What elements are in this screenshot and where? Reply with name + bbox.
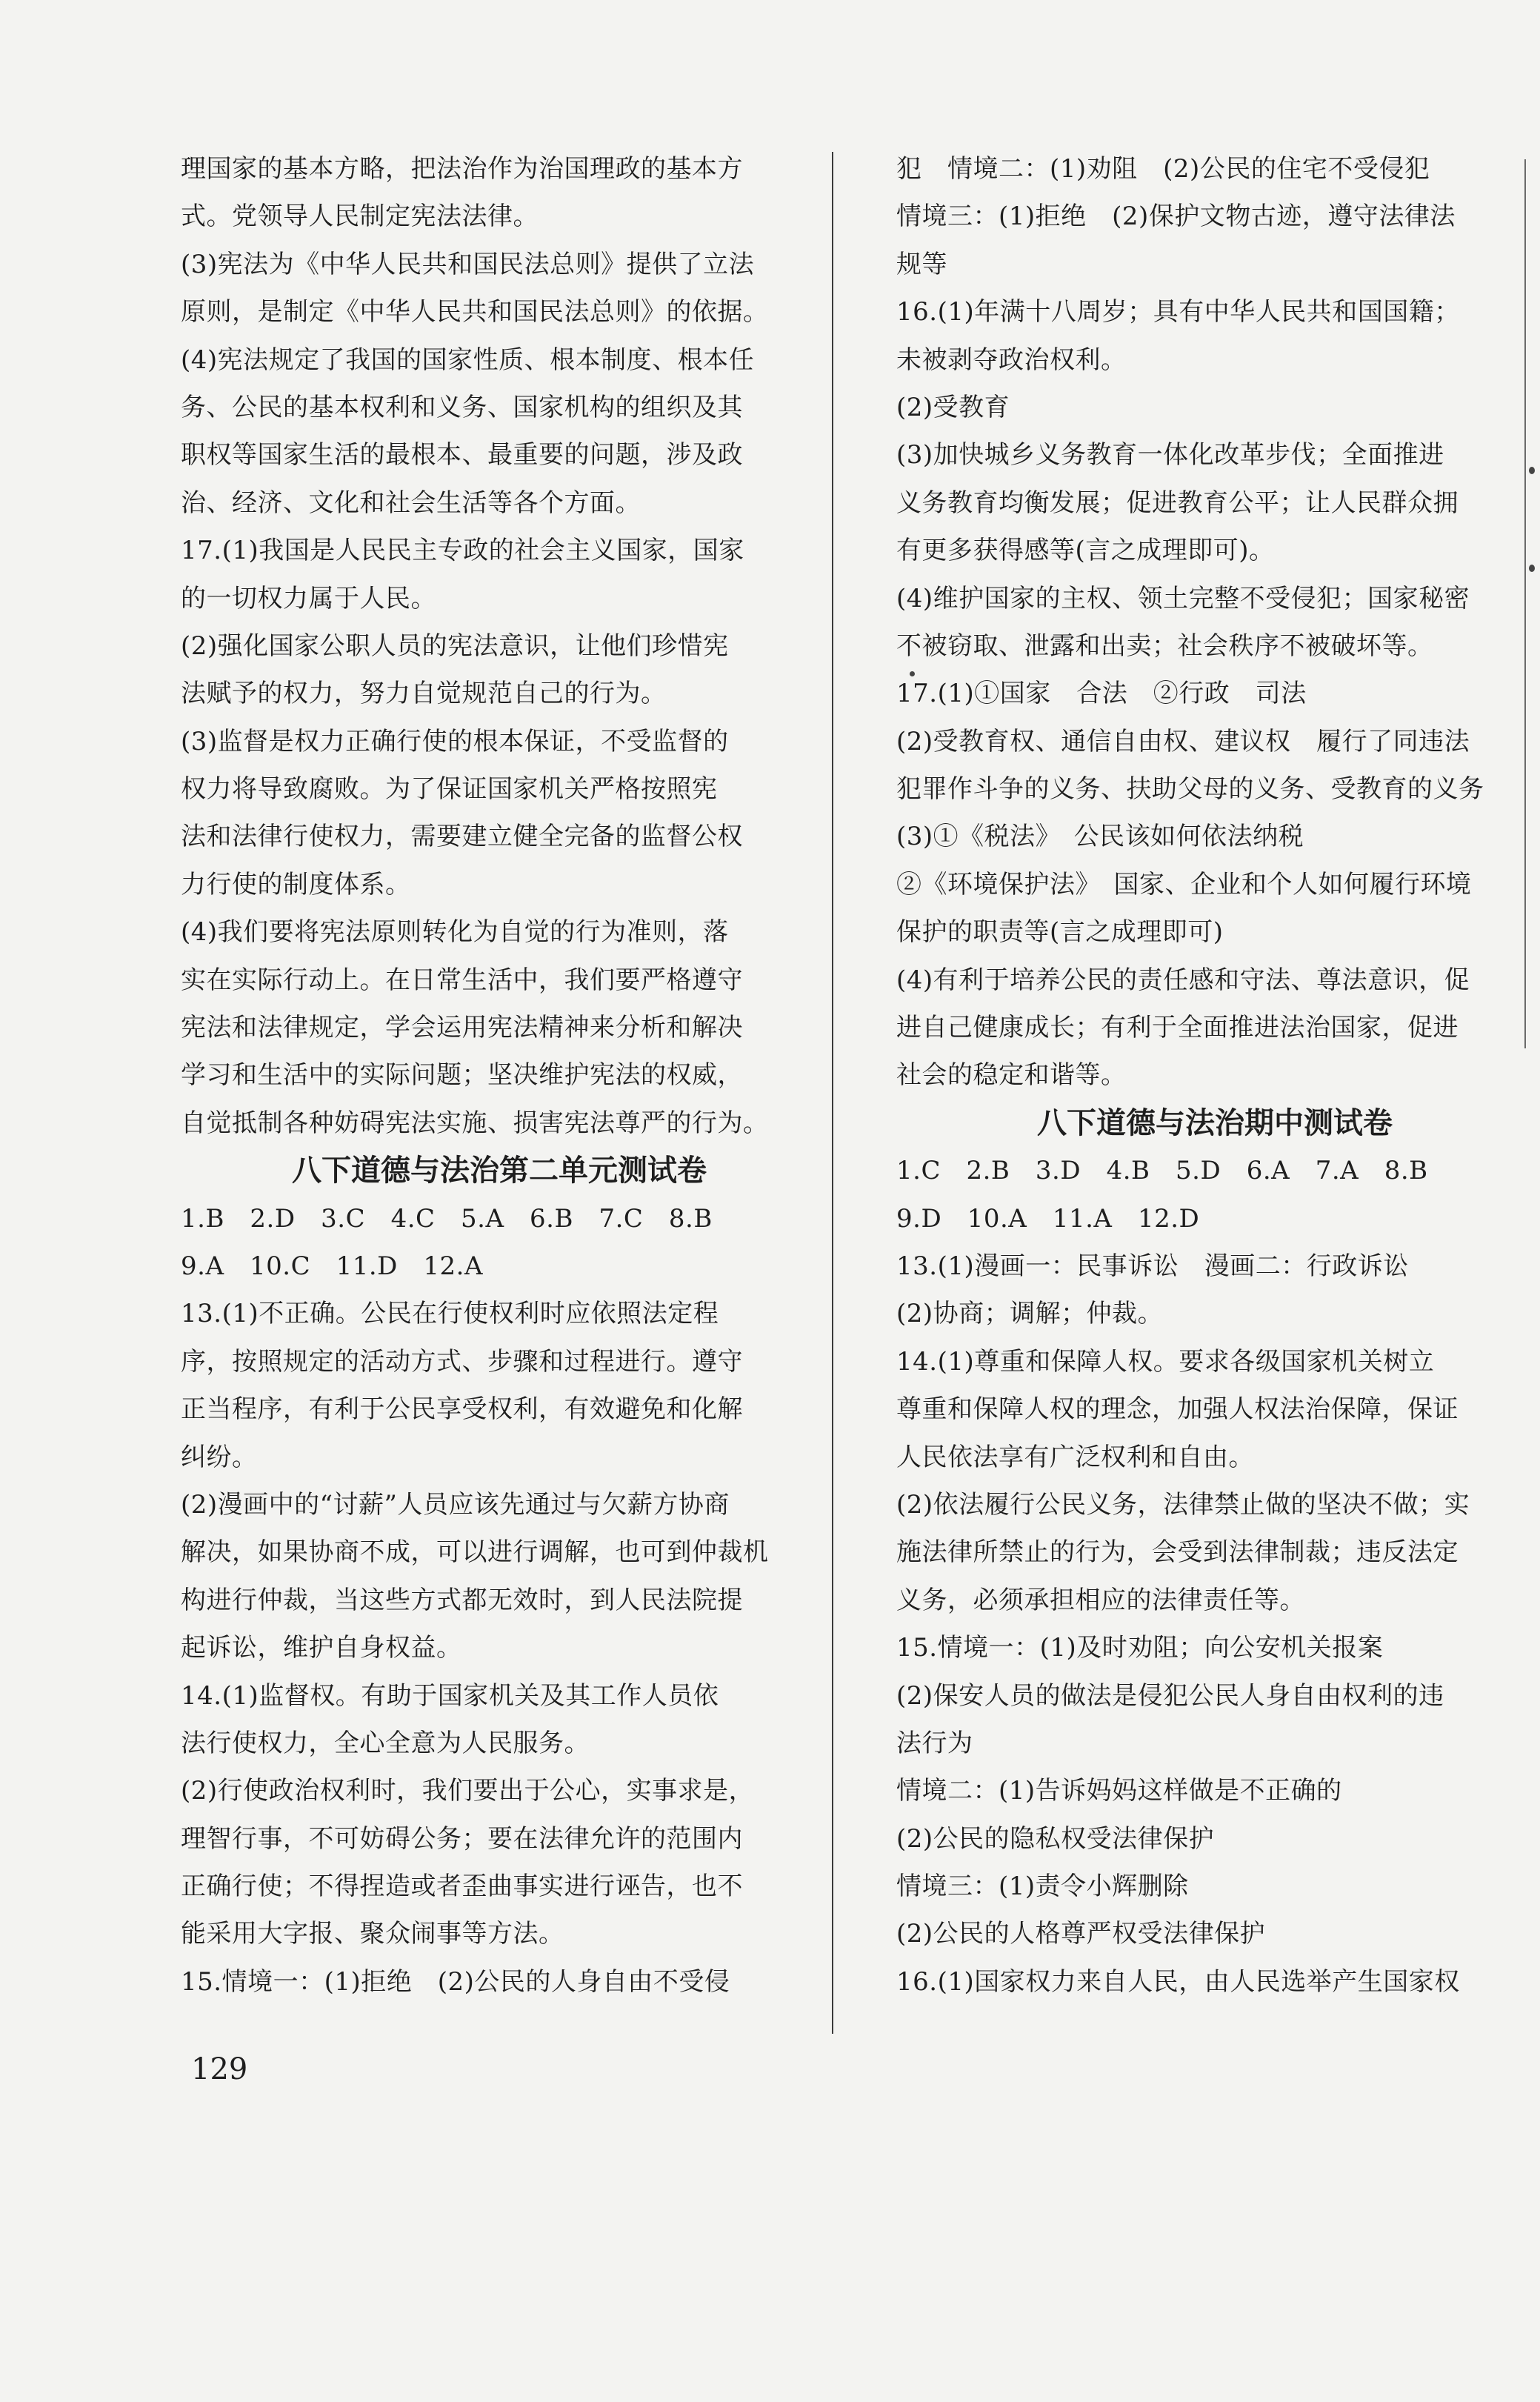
text-line: 职权等国家生活的最根本、最重要的问题，涉及政 — [181, 440, 743, 470]
text-line: (4)维护国家的主权、领土完整不受侵犯；国家秘密 — [896, 583, 1470, 613]
text-line: 务、公民的基本权利和义务、国家机构的组织及其 — [181, 392, 743, 422]
section-heading-midterm: 八下道德与法治期中测试卷 — [1037, 1105, 1393, 1140]
text-line: 17.(1)①国家 合法 ②行政 司法 — [896, 679, 1307, 709]
text-line: 15.情境一：(1)拒绝 (2)公民的人身自由不受侵 — [181, 1966, 730, 1997]
text-line: 序，按照规定的活动方式、步骤和过程进行。遵守 — [181, 1346, 743, 1377]
text-line: 学习和生活中的实际问题；坚决维护宪法的权威， — [181, 1060, 743, 1091]
text-line: 权力将导致腐败。为了保证国家机关严格按照宪 — [181, 774, 718, 805]
text-line: 1.C 2.B 3.D 4.B 5.D 6.A 7.A 8.B — [896, 1156, 1428, 1186]
text-line: (2)公民的隐私权受法律保护 — [896, 1823, 1215, 1854]
text-line: (2)受教育权、通信自由权、建议权 履行了同违法 — [896, 726, 1470, 756]
text-line: 法行为 — [896, 1728, 973, 1758]
text-line: (2)协商；调解；仲裁。 — [896, 1299, 1164, 1329]
text-line: 实在实际行动上。在日常生活中，我们要严格遵守 — [181, 965, 743, 995]
text-line: ②《环境保护法》 国家、企业和个人如何履行环境 — [896, 869, 1472, 899]
text-line: 力行使的制度体系。 — [181, 869, 411, 899]
text-line: (2)强化国家公职人员的宪法意识，让他们珍惜宪 — [181, 631, 729, 661]
text-line: 自觉抵制各种妨碍宪法实施、损害宪法尊严的行为。 — [181, 1108, 769, 1138]
left-column — [181, 145, 818, 2006]
text-line: 正当程序，有利于公民享受权利，有效避免和化解 — [181, 1394, 743, 1425]
text-line: 9.D 10.A 11.A 12.D — [896, 1203, 1200, 1234]
text-line: 14.(1)尊重和保障人权。要求各级国家机关树立 — [896, 1346, 1435, 1377]
text-line: 14.(1)监督权。有助于国家机关及其工作人员依 — [181, 1680, 719, 1711]
text-line: (2)行使政治权利时，我们要出于公心，实事求是， — [181, 1776, 755, 1806]
text-line: 进自己健康成长；有利于全面推进法治国家，促进 — [896, 1013, 1459, 1043]
text-line: (3)①《税法》 公民该如何依法纳税 — [896, 822, 1304, 852]
text-line: 法和法律行使权力，需要建立健全完备的监督公权 — [181, 822, 743, 852]
text-line: 犯罪作斗争的义务、扶助父母的义务、受教育的义务 — [896, 774, 1484, 805]
text-line: 理国家的基本方略，把法治作为治国理政的基本方 — [181, 154, 743, 184]
text-line: 16.(1)国家权力来自人民，由人民选举产生国家权 — [896, 1966, 1460, 1997]
text-line: 保护的职责等(言之成理即可) — [896, 917, 1224, 948]
text-line: 9.A 10.C 11.D 12.A — [181, 1251, 484, 1281]
text-line: 宪法和法律规定，学会运用宪法精神来分析和解决 — [181, 1013, 743, 1043]
text-line: 15.情境一：(1)及时劝阻；向公安机关报案 — [896, 1633, 1384, 1663]
text-line: 治、经济、文化和社会生活等各个方面。 — [181, 488, 641, 518]
text-line: 理智行事，不可妨碍公务；要在法律允许的范围内 — [181, 1823, 743, 1854]
right-column — [896, 145, 1533, 2006]
text-line: (2)漫画中的“讨薪”人员应该先通过与欠薪方协商 — [181, 1489, 730, 1520]
text-line: 有更多获得感等(言之成理即可)。 — [896, 536, 1275, 566]
text-line: 未被剥夺政治权利。 — [896, 345, 1127, 375]
text-line: (2)公民的人格尊严权受法律保护 — [896, 1919, 1266, 1949]
text-line: (2)保安人员的做法是侵犯公民人身自由权利的违 — [896, 1680, 1444, 1711]
text-line: 义务，必须承担相应的法律责任等。 — [896, 1585, 1305, 1615]
text-line: 施法律所禁止的行为，会受到法律制裁；违反法定 — [896, 1537, 1459, 1568]
text-line: 法行使权力，全心全意为人民服务。 — [181, 1728, 590, 1758]
text-line: 17.(1)我国是人民民主专政的社会主义国家，国家 — [181, 536, 744, 566]
text-line: (2)依法履行公民义务，法律禁止做的坚决不做；实 — [896, 1489, 1470, 1520]
text-line: 犯 情境二：(1)劝阻 (2)公民的住宅不受侵犯 — [896, 154, 1430, 184]
text-line: 情境三：(1)拒绝 (2)保护文物古迹，遵守法律法 — [896, 202, 1456, 232]
text-line: (2)受教育 — [896, 392, 1010, 422]
text-line: 不被窃取、泄露和出卖；社会秩序不被破坏等。 — [896, 631, 1433, 661]
text-line: 尊重和保障人权的理念，加强人权法治保障，保证 — [896, 1394, 1459, 1425]
text-line: 式。党领导人民制定宪法法律。 — [181, 202, 539, 232]
text-line: 情境三：(1)责令小辉删除 — [896, 1872, 1189, 1902]
text-line: 13.(1)不正确。公民在行使权利时应依照法定程 — [181, 1299, 719, 1329]
text-line: 构进行仲裁，当这些方式都无效时，到人民法院提 — [181, 1585, 743, 1615]
text-line: 13.(1)漫画一：民事诉讼 漫画二：行政诉讼 — [896, 1251, 1409, 1281]
text-line: 的一切权力属于人民。 — [181, 583, 436, 613]
text-line: 1.B 2.D 3.C 4.C 5.A 6.B 7.C 8.B — [181, 1203, 713, 1234]
text-line: 情境二：(1)告诉妈妈这样做是不正确的 — [896, 1776, 1342, 1806]
text-line: 人民依法享有广泛权利和自由。 — [896, 1442, 1254, 1472]
text-line: 纠纷。 — [181, 1442, 258, 1472]
text-line: 起诉讼，维护自身权益。 — [181, 1633, 462, 1663]
text-line: (4)宪法规定了我国的国家性质、根本制度、根本任 — [181, 345, 755, 375]
section-heading-unit-two: 八下道德与法治第二单元测试卷 — [292, 1154, 707, 1188]
column-divider — [832, 152, 833, 2034]
text-line: 法赋予的权力，努力自觉规范自己的行为。 — [181, 679, 667, 709]
text-line: 规等 — [896, 249, 947, 279]
page-number: 129 — [191, 2052, 248, 2086]
text-line: 能采用大字报、聚众闹事等方法。 — [181, 1919, 564, 1949]
text-line: (4)有利于培养公民的责任感和守法、尊法意识，促 — [896, 965, 1470, 995]
text-line: 正确行使；不得捏造或者歪曲事实进行诬告，也不 — [181, 1872, 743, 1902]
text-line: 义务教育均衡发展；促进教育公平；让人民群众拥 — [896, 488, 1459, 518]
text-line: (3)监督是权力正确行使的根本保证，不受监督的 — [181, 726, 729, 756]
text-line: (4)我们要将宪法原则转化为自觉的行为准则，落 — [181, 917, 729, 948]
text-line: 社会的稳定和谐等。 — [896, 1060, 1127, 1091]
text-line: 原则，是制定《中华人民共和国民法总则》的依据。 — [181, 297, 769, 327]
text-line: 解决，如果协商不成，可以进行调解，也可到仲裁机 — [181, 1537, 769, 1568]
text-line: (3)加快城乡义务教育一体化改革步伐；全面推进 — [896, 440, 1444, 470]
text-line: (3)宪法为《中华人民共和国民法总则》提供了立法 — [181, 249, 755, 279]
text-line: 16.(1)年满十八周岁；具有中华人民共和国国籍； — [896, 297, 1460, 327]
